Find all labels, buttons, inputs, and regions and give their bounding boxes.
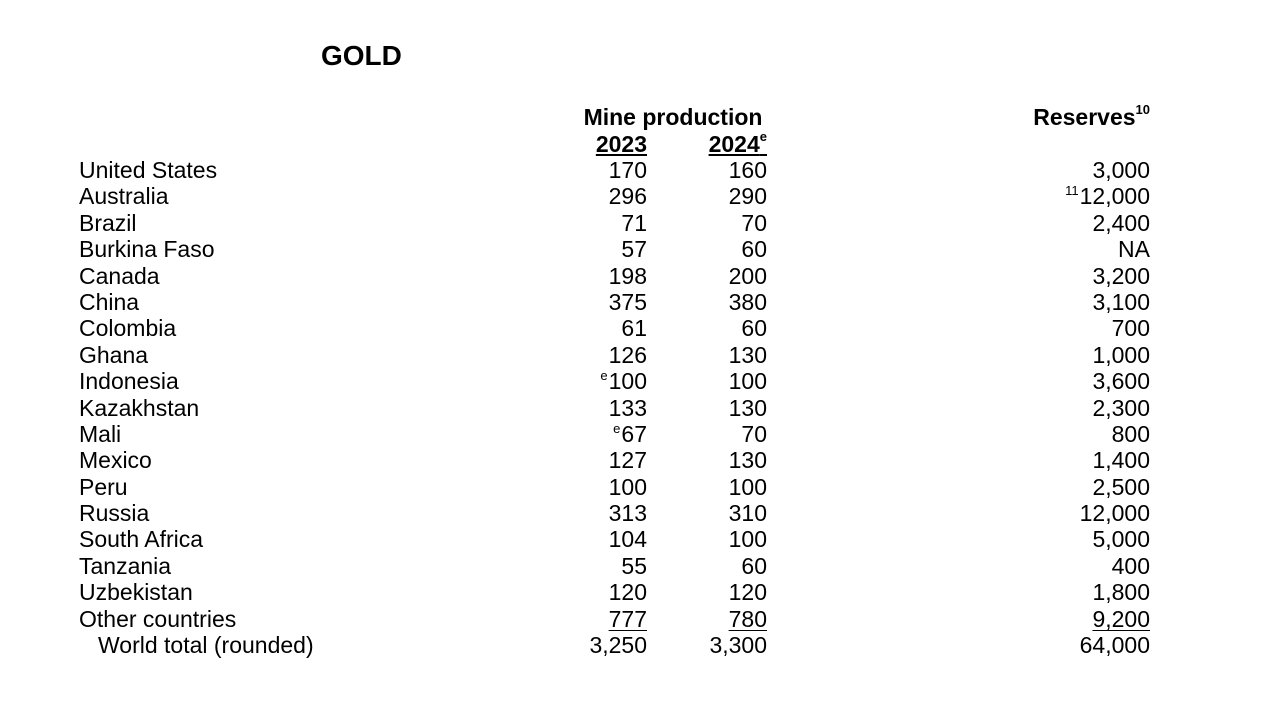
production-table <box>0 157 1280 658</box>
production-2024: 380 <box>728 288 767 315</box>
reserves-value: 3,000 <box>1092 157 1150 183</box>
reserves-header <box>1033 104 1150 130</box>
production-2023: 170 <box>608 157 647 183</box>
table-row <box>0 579 1280 605</box>
country-name: Kazakhstan <box>79 394 200 421</box>
reserves-header-label: Reserves <box>1033 104 1136 130</box>
table-row <box>0 236 1280 262</box>
estimate-marker: e <box>600 368 608 384</box>
total-reserves: 64,000 <box>1079 632 1150 659</box>
country-name: Mali <box>79 420 122 447</box>
production-2024: 310 <box>728 500 767 527</box>
production-2024: 100 <box>728 368 767 395</box>
reserves-value: 2,400 <box>1092 209 1150 236</box>
production-2024: 290 <box>728 183 767 210</box>
production-2023-underlined: 777 <box>608 605 647 632</box>
country-name: China <box>79 288 140 315</box>
year-2023-header: 2023 <box>595 131 647 157</box>
reserves-value: 3,200 <box>1092 262 1150 289</box>
reserves-value: 400 <box>1111 552 1150 579</box>
country-name: South Africa <box>79 526 204 553</box>
reserves-value <box>1070 606 1150 632</box>
country-name: Mexico <box>79 447 152 474</box>
production-2023: 71 <box>621 209 647 236</box>
total-2023: 3,250 <box>589 632 647 659</box>
reserves-number: 12,000 <box>1079 183 1150 210</box>
estimate-marker: e <box>613 420 621 436</box>
production-2023: 120 <box>608 579 647 606</box>
country-name: Burkina Faso <box>79 236 215 263</box>
production-2023-number: 67 <box>621 420 647 447</box>
page-title: GOLD <box>321 40 402 71</box>
reserves-value: 5,000 <box>1092 526 1150 553</box>
production-2023: 57 <box>621 236 647 263</box>
country-name: Tanzania <box>79 552 172 579</box>
table-row <box>0 606 1280 632</box>
production-2023: 127 <box>608 447 647 474</box>
production-2024: 100 <box>728 473 767 500</box>
table-row <box>0 421 1280 447</box>
table-row <box>0 368 1280 394</box>
reserves-value: 1,400 <box>1092 447 1150 474</box>
production-2023: 313 <box>608 500 647 527</box>
country-name: Ghana <box>79 341 149 368</box>
reserves-value: 700 <box>1111 315 1150 342</box>
table-row <box>0 263 1280 289</box>
reserves-value: 3,100 <box>1092 288 1150 315</box>
production-2023-number: 100 <box>608 368 647 395</box>
table-row <box>0 183 1280 209</box>
year-2024-header <box>709 131 767 157</box>
production-2023: 133 <box>608 394 647 421</box>
production-2024-underlined: 780 <box>728 605 767 632</box>
country-name: Colombia <box>79 315 177 342</box>
country-name: Australia <box>79 183 169 210</box>
production-2024: 70 <box>741 209 767 236</box>
production-2024: 70 <box>741 420 767 447</box>
production-2023: 61 <box>621 315 647 342</box>
reserves-value: 1,800 <box>1092 579 1150 606</box>
reserves-value: 2,500 <box>1092 473 1150 500</box>
mine-production-header: Mine production <box>583 104 763 130</box>
production-2024: 100 <box>728 526 767 553</box>
table-row <box>0 395 1280 421</box>
production-2024: 200 <box>728 262 767 289</box>
total-label: World total (rounded) <box>98 632 314 659</box>
country-name: Peru <box>79 473 128 500</box>
table-row <box>0 342 1280 368</box>
table-row <box>0 526 1280 552</box>
production-2023: 126 <box>608 341 647 368</box>
reserves-value: 3,600 <box>1092 368 1150 395</box>
reserves-value: 800 <box>1111 420 1150 447</box>
production-2023: 100 <box>608 473 647 500</box>
production-2023: 104 <box>608 526 647 553</box>
reserves-underlined: 9,200 <box>1092 605 1150 632</box>
country-name: Canada <box>79 262 160 289</box>
table-row <box>0 315 1280 341</box>
country-name: Russia <box>79 500 150 527</box>
reserves-value: 12,000 <box>1079 500 1150 527</box>
table-row <box>0 289 1280 315</box>
production-2023 <box>587 606 647 632</box>
year-2024-estimate-note: e <box>759 129 767 145</box>
country-name: Uzbekistan <box>79 579 193 606</box>
world-total-row <box>0 632 1280 658</box>
production-2024: 130 <box>728 394 767 421</box>
country-name: Brazil <box>79 209 137 236</box>
production-2024: 130 <box>728 341 767 368</box>
production-2023: 296 <box>608 183 647 210</box>
production-2023: 55 <box>621 552 647 579</box>
table-row <box>0 500 1280 526</box>
reserves-value: 1,000 <box>1092 341 1150 368</box>
country-name: Indonesia <box>79 368 179 395</box>
total-2024: 3,300 <box>709 632 767 659</box>
table-row <box>0 553 1280 579</box>
reserves-value: 2,300 <box>1092 394 1150 421</box>
production-2024: 160 <box>728 157 767 183</box>
production-2024 <box>707 606 767 632</box>
production-2024: 60 <box>741 236 767 263</box>
production-2023: 198 <box>608 262 647 289</box>
production-2024: 60 <box>741 552 767 579</box>
table-row <box>0 157 1280 183</box>
production-2024: 130 <box>728 447 767 474</box>
reserves-value: NA <box>1118 236 1150 263</box>
reserves-footnote: 10 <box>1135 102 1150 118</box>
production-2024: 120 <box>728 579 767 606</box>
country-name: United States <box>79 157 218 183</box>
table-row <box>0 474 1280 500</box>
production-2024: 60 <box>741 315 767 342</box>
table-row <box>0 447 1280 473</box>
table-row <box>0 210 1280 236</box>
reserves-footnote-marker: 11 <box>1065 183 1079 199</box>
production-2023: 375 <box>608 288 647 315</box>
year-2024-label: 2024 <box>708 131 760 157</box>
country-name: Other countries <box>79 605 237 632</box>
